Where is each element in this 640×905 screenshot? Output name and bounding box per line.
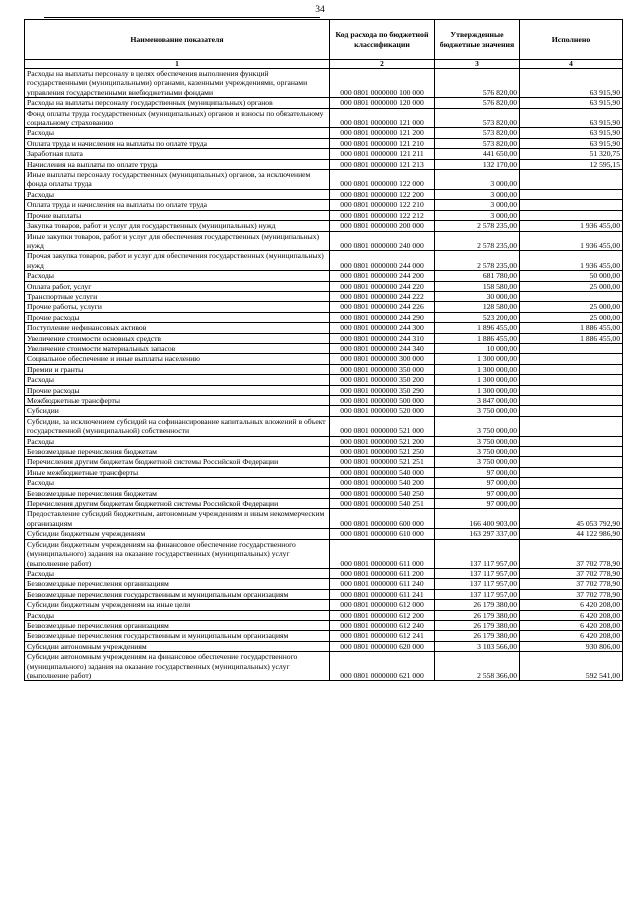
row-name: Иные межбюджетные трансферты [25,467,330,477]
row-name: Безвозмездные перечисления бюджетам [25,447,330,457]
row-code: 000 0801 0000000 612 240 [330,620,435,630]
header-executed: Исполнено [520,20,623,60]
row-executed: 63 915,90 [520,98,623,108]
row-executed: 6 420 208,00 [520,620,623,630]
row-executed: 6 420 208,00 [520,600,623,610]
table-row [25,499,623,509]
header-rule [44,17,320,18]
row-code: 000 0801 0000000 611 241 [330,589,435,599]
row-name: Субсидии автономным учреждениям на финансовое обеспечение государственного (муниципального) задания на оказание государственных (муниципальных) услуг (выполнение работ) [25,652,330,681]
row-approved: 2 578 235,00 [435,221,520,231]
row-executed [520,210,623,220]
row-approved: 97 000,00 [435,467,520,477]
row-executed [520,406,623,416]
row-approved: 576 820,00 [435,69,520,98]
row-executed [520,436,623,446]
table-row [25,221,623,231]
table-row [25,281,623,291]
row-code: 000 0801 0000000 120 000 [330,98,435,108]
row-approved: 26 179 380,00 [435,620,520,630]
row-name: Безвозмездные перечисления государственным и муниципальным организациям [25,631,330,641]
row-name: Расходы [25,271,330,281]
header-approved-values: Утвержденные бюджетные значения [435,20,520,60]
row-approved: 26 179 380,00 [435,631,520,641]
row-approved: 158 580,00 [435,281,520,291]
table-row [25,375,623,385]
row-name: Субсидии бюджетным учреждениям на иные цели [25,600,330,610]
row-executed: 63 915,90 [520,138,623,148]
row-code: 000 0801 0000000 244 220 [330,281,435,291]
row-name: Расходы [25,375,330,385]
table-row [25,539,623,568]
column-number: 3 [435,60,520,69]
row-code: 000 0801 0000000 521 251 [330,457,435,467]
row-executed: 37 702 778,90 [520,539,623,568]
table-row [25,478,623,488]
row-name: Иные закупки товаров, работ и услуг для обеспечения государственных (муниципальных) нужд [25,231,330,251]
row-executed [520,385,623,395]
table-row [25,69,623,98]
row-executed: 63 915,90 [520,128,623,138]
table-row [25,610,623,620]
row-executed [520,189,623,199]
row-code: 000 0801 0000000 611 200 [330,568,435,578]
row-executed [520,499,623,509]
row-code: 000 0801 0000000 521 200 [330,436,435,446]
row-code: 000 0801 0000000 621 000 [330,652,435,681]
page-number: 34 [315,5,325,15]
row-approved: 132 170,00 [435,159,520,169]
table-row [25,98,623,108]
row-code: 000 0801 0000000 350 290 [330,385,435,395]
row-name: Субсидии автономным учреждениям [25,641,330,651]
row-name: Перечисления другим бюджетам бюджетной системы Российской Федерации [25,457,330,467]
row-code: 000 0801 0000000 122 200 [330,189,435,199]
row-executed: 930 806,00 [520,641,623,651]
row-name: Перечисления другим бюджетам бюджетной системы Российской Федерации [25,499,330,509]
row-name: Прочие расходы [25,385,330,395]
row-executed: 63 915,90 [520,69,623,98]
row-executed [520,416,623,436]
table-row [25,364,623,374]
row-code: 000 0801 0000000 620 000 [330,641,435,651]
column-number: 2 [330,60,435,69]
row-executed [520,396,623,406]
header-indicator-name: Наименование показателя [25,20,330,60]
row-name: Субсидии бюджетным учреждениям [25,529,330,539]
row-approved: 3 847 000,00 [435,396,520,406]
table-row [25,416,623,436]
row-code: 000 0801 0000000 244 200 [330,271,435,281]
row-name: Расходы [25,189,330,199]
row-name: Оплата труда и начисления на выплаты по оплате труда [25,138,330,148]
row-executed: 12 595,15 [520,159,623,169]
row-name: Заработная плата [25,149,330,159]
row-code: 000 0801 0000000 540 000 [330,467,435,477]
expenditure-table [24,19,623,681]
row-approved: 128 580,00 [435,302,520,312]
table-row [25,210,623,220]
row-executed [520,291,623,301]
row-name: Премии и гранты [25,364,330,374]
table-row [25,333,623,343]
row-name: Прочие работы, услуги [25,302,330,312]
row-executed: 1 936 455,00 [520,231,623,251]
row-executed: 6 420 208,00 [520,631,623,641]
row-approved: 1 300 000,00 [435,364,520,374]
table-row [25,385,623,395]
row-approved: 3 750 000,00 [435,457,520,467]
row-name: Расходы [25,610,330,620]
row-executed: 37 702 778,90 [520,568,623,578]
row-name: Расходы [25,128,330,138]
row-executed: 51 320,75 [520,149,623,159]
row-name: Субсидии [25,406,330,416]
table-row [25,447,623,457]
row-name: Расходы [25,568,330,578]
table-row [25,488,623,498]
row-executed: 25 000,00 [520,281,623,291]
row-code: 000 0801 0000000 610 000 [330,529,435,539]
row-code: 000 0801 0000000 520 000 [330,406,435,416]
row-approved: 10 000,00 [435,343,520,353]
row-code: 000 0801 0000000 612 200 [330,610,435,620]
table-row [25,138,623,148]
row-approved: 573 820,00 [435,138,520,148]
row-name: Субсидии бюджетным учреждениям на финансовое обеспечение государственного (муниципального) задания на оказание государственных (муниципальных) услуг (выполнение работ) [25,539,330,568]
row-code: 000 0801 0000000 350 200 [330,375,435,385]
row-approved: 523 200,00 [435,312,520,322]
row-name: Безвозмездные перечисления бюджетам [25,488,330,498]
row-name: Безвозмездные перечисления организациям [25,620,330,630]
row-code: 000 0801 0000000 121 210 [330,138,435,148]
row-name: Увеличение стоимости основных средств [25,333,330,343]
row-approved: 3 000,00 [435,210,520,220]
row-executed: 25 000,00 [520,312,623,322]
column-number-row [25,60,623,69]
row-name: Фонд оплаты труда государственных (муниципальных) органов и взносы по обязательному социальному страхованию [25,108,330,128]
row-name: Увеличение стоимости материальных запасов [25,343,330,353]
row-name: Транспортные услуги [25,291,330,301]
row-name: Расходы на выплаты персоналу государственных (муниципальных) органов [25,98,330,108]
row-code: 000 0801 0000000 244 222 [330,291,435,301]
column-number: 1 [25,60,330,69]
row-name: Субсидии, за исключением субсидий на софинансирование капитальных вложений в объект государственной (муниципальной) собственности [25,416,330,436]
row-approved: 3 103 566,00 [435,641,520,651]
table-row [25,652,623,681]
row-code: 000 0801 0000000 612 241 [330,631,435,641]
row-name: Поступление нефинансовых активов [25,323,330,333]
row-executed: 63 915,90 [520,108,623,128]
row-executed: 1 886 455,00 [520,333,623,343]
row-name: Расходы [25,436,330,446]
row-approved: 3 000,00 [435,189,520,199]
row-approved: 137 117 957,00 [435,579,520,589]
row-code: 000 0801 0000000 240 000 [330,231,435,251]
row-approved: 2 578 235,00 [435,231,520,251]
row-executed [520,170,623,190]
table-row [25,620,623,630]
row-code: 000 0801 0000000 244 226 [330,302,435,312]
table-row [25,436,623,446]
row-approved: 576 820,00 [435,98,520,108]
row-code: 000 0801 0000000 521 250 [330,447,435,457]
row-executed [520,467,623,477]
row-code: 000 0801 0000000 521 000 [330,416,435,436]
row-approved: 26 179 380,00 [435,600,520,610]
row-approved: 137 117 957,00 [435,589,520,599]
table-row [25,354,623,364]
row-code: 000 0801 0000000 121 211 [330,149,435,159]
table-row [25,343,623,353]
row-name: Социальное обеспечение и иные выплаты населению [25,354,330,364]
row-code: 000 0801 0000000 244 340 [330,343,435,353]
row-executed: 37 702 778,90 [520,579,623,589]
row-approved: 3 750 000,00 [435,416,520,436]
table-row [25,509,623,529]
row-code: 000 0801 0000000 600 000 [330,509,435,529]
table-row [25,128,623,138]
table-row [25,589,623,599]
row-approved: 681 780,00 [435,271,520,281]
row-name: Иные выплаты персоналу государственных (муниципальных) органов, за исключением фонда оплаты труда [25,170,330,190]
row-name: Безвозмездные перечисления государственным и муниципальным организациям [25,589,330,599]
row-approved: 573 820,00 [435,108,520,128]
table-row [25,159,623,169]
table-row [25,641,623,651]
table-row [25,108,623,128]
row-approved: 26 179 380,00 [435,610,520,620]
row-code: 000 0801 0000000 121 000 [330,108,435,128]
row-code: 000 0801 0000000 122 000 [330,170,435,190]
table-row [25,170,623,190]
row-executed: 44 122 986,90 [520,529,623,539]
table-row [25,200,623,210]
row-approved: 2 578 235,00 [435,251,520,271]
table-row [25,189,623,199]
row-approved: 3 750 000,00 [435,406,520,416]
row-code: 000 0801 0000000 500 000 [330,396,435,406]
row-approved: 573 820,00 [435,128,520,138]
row-code: 000 0801 0000000 244 290 [330,312,435,322]
row-code: 000 0801 0000000 540 251 [330,499,435,509]
row-executed: 25 000,00 [520,302,623,312]
row-approved: 1 886 455,00 [435,333,520,343]
row-approved: 30 000,00 [435,291,520,301]
row-code: 000 0801 0000000 611 000 [330,539,435,568]
row-name: Расходы [25,478,330,488]
row-approved: 1 300 000,00 [435,375,520,385]
table-row [25,149,623,159]
row-name: Расходы на выплаты персоналу в целях обеспечения выполнения функций государственными (муниципальными) органами, казенными учреждениями, органами управления государственными внебюджетными фондами [25,69,330,98]
table-row [25,302,623,312]
row-executed [520,488,623,498]
row-approved: 1 300 000,00 [435,385,520,395]
row-name: Закупка товаров, работ и услуг для государственных (муниципальных) нужд [25,221,330,231]
row-code: 000 0801 0000000 200 000 [330,221,435,231]
row-approved: 1 300 000,00 [435,354,520,364]
row-code: 000 0801 0000000 122 210 [330,200,435,210]
row-approved: 3 750 000,00 [435,447,520,457]
row-executed: 1 936 455,00 [520,251,623,271]
row-name: Безвозмездные перечисления организациям [25,579,330,589]
table-row [25,529,623,539]
table-row [25,568,623,578]
row-name: Прочая закупка товаров, работ и услуг для обеспечения государственных (муниципальных) нужд [25,251,330,271]
table-row [25,271,623,281]
row-approved: 137 117 957,00 [435,539,520,568]
row-executed [520,200,623,210]
row-approved: 441 650,00 [435,149,520,159]
row-approved: 3 000,00 [435,200,520,210]
row-code: 000 0801 0000000 100 000 [330,69,435,98]
row-code: 000 0801 0000000 300 000 [330,354,435,364]
row-executed: 45 053 792,90 [520,509,623,529]
row-code: 000 0801 0000000 121 200 [330,128,435,138]
table-row [25,406,623,416]
row-approved: 2 558 366,00 [435,652,520,681]
row-code: 000 0801 0000000 350 000 [330,364,435,374]
row-code: 000 0801 0000000 244 300 [330,323,435,333]
row-executed [520,343,623,353]
table-header-row [25,20,623,60]
row-executed [520,364,623,374]
table-body [25,69,623,681]
row-name: Прочие расходы [25,312,330,322]
row-executed [520,447,623,457]
row-approved: 166 400 903,00 [435,509,520,529]
row-executed: 1 886 455,00 [520,323,623,333]
column-number: 4 [520,60,623,69]
row-executed [520,375,623,385]
row-approved: 97 000,00 [435,488,520,498]
row-executed: 50 000,00 [520,271,623,281]
row-approved: 97 000,00 [435,478,520,488]
row-name: Оплата работ, услуг [25,281,330,291]
table-row [25,396,623,406]
row-executed: 6 420 208,00 [520,610,623,620]
row-approved: 97 000,00 [435,499,520,509]
header-expense-code: Код расхода по бюджетной классификации [330,20,435,60]
row-name: Предоставление субсидий бюджетным, автономным учреждениям и иным некоммерческим организациям [25,509,330,529]
row-executed: 1 936 455,00 [520,221,623,231]
row-approved: 163 297 337,00 [435,529,520,539]
row-approved: 137 117 957,00 [435,568,520,578]
row-code: 000 0801 0000000 244 000 [330,251,435,271]
row-executed [520,457,623,467]
table-row [25,467,623,477]
row-executed: 592 541,00 [520,652,623,681]
table-row [25,323,623,333]
table-row [25,312,623,322]
row-name: Прочие выплаты [25,210,330,220]
row-name: Оплата труда и начисления на выплаты по оплате труда [25,200,330,210]
row-name: Межбюджетные трансферты [25,396,330,406]
row-name: Начисления на выплаты по оплате труда [25,159,330,169]
row-code: 000 0801 0000000 244 310 [330,333,435,343]
table-row [25,631,623,641]
row-code: 000 0801 0000000 612 000 [330,600,435,610]
row-approved: 3 000,00 [435,170,520,190]
table-row [25,579,623,589]
row-code: 000 0801 0000000 540 200 [330,478,435,488]
table-row [25,291,623,301]
table-row [25,231,623,251]
table-row [25,457,623,467]
table-row [25,251,623,271]
row-executed [520,478,623,488]
row-executed: 37 702 778,90 [520,589,623,599]
table-row [25,600,623,610]
row-code: 000 0801 0000000 611 240 [330,579,435,589]
row-executed [520,354,623,364]
row-code: 000 0801 0000000 122 212 [330,210,435,220]
row-approved: 3 750 000,00 [435,436,520,446]
row-code: 000 0801 0000000 540 250 [330,488,435,498]
row-code: 000 0801 0000000 121 213 [330,159,435,169]
row-approved: 1 896 455,00 [435,323,520,333]
